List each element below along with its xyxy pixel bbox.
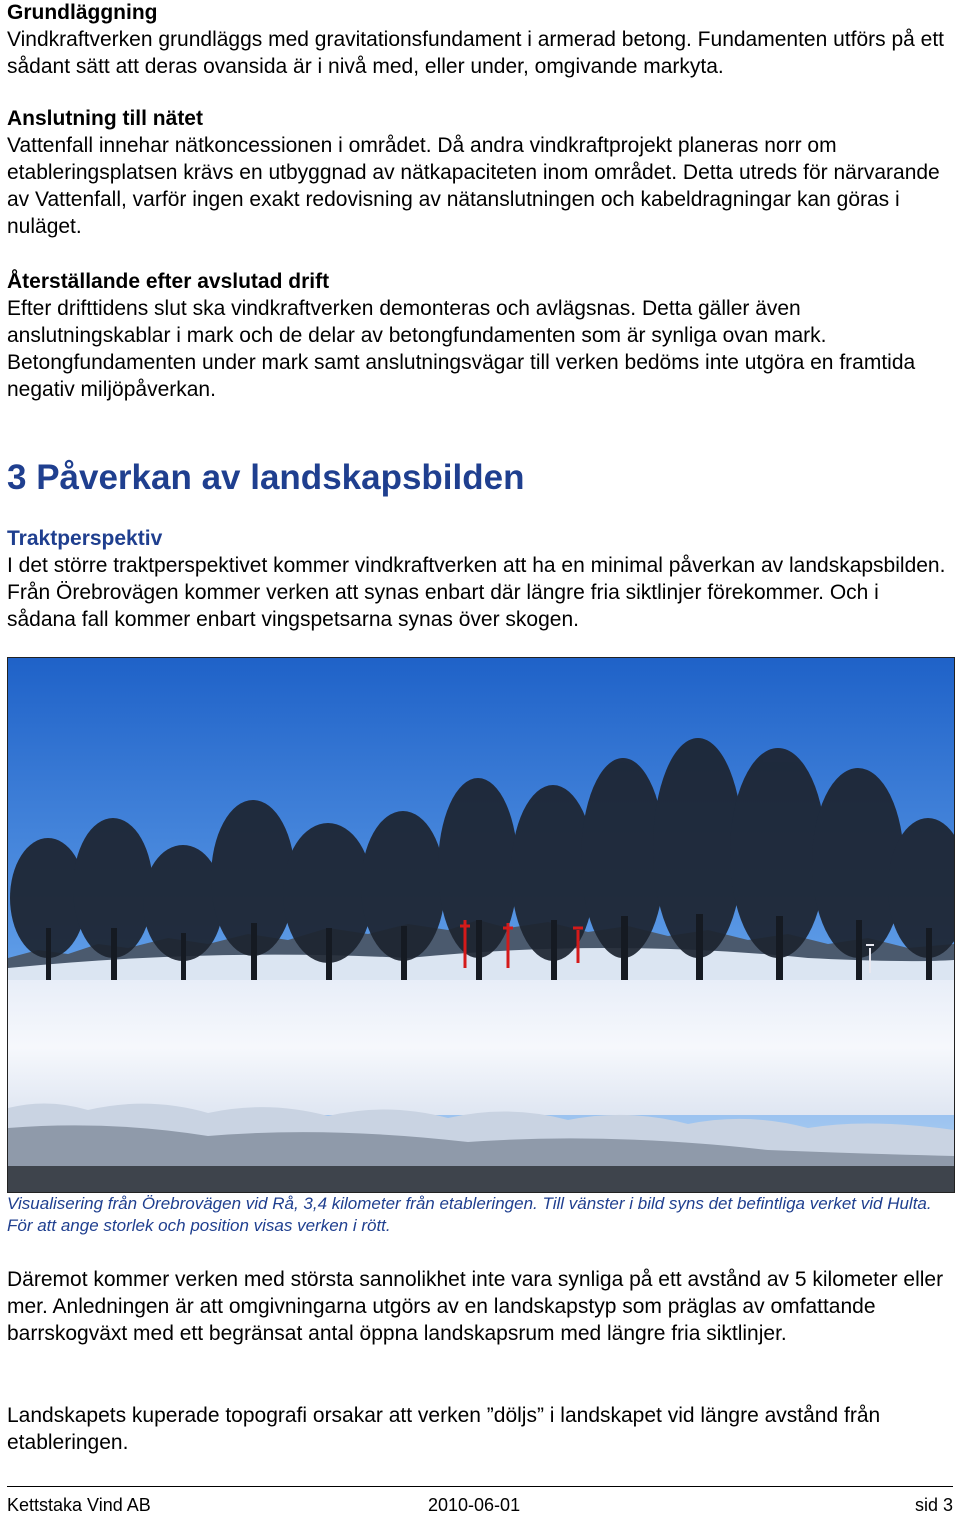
paragraph-topografi: Landskapets kuperade topografi orsakar att verken ”döljs” i landskapet vid längre avstånd från etableringen. [7,1404,881,1454]
paragraph-traktperspektiv: I det större traktperspektivet kommer vindkraftverken att ha en minimal påverkan av landskapsbilden. Från Örebrovägen kommer verken att synas enbart där längre fria siktlinjer förekommer. Och i sådana fall kommer enbart vingspetsarna synas över skogen. [7,554,946,631]
heading-grundlaggning: Grundläggning [7,1,158,24]
footer-divider [7,1486,953,1487]
heading-anslutning: Anslutning till nätet [7,107,203,130]
winter-landscape-image [8,658,954,1192]
section-after-figure-1 [7,1266,947,1347]
paragraph-avstand: Däremot kommer verken med största sannolikhet inte vara synliga på ett avstånd av 5 kilometer eller mer. Anledningen är att omgivningarna utgörs av en landskapstyp som präglas av omfattande barrskogväxt med ett begränsat antal öppna landskapsrum med längre fria siktlinjer. [7,1268,944,1345]
footer-company: Kettstaka Vind AB [7,1495,151,1515]
section-grundlaggning [7,0,947,80]
heading-aterstallande: Återställande efter avslutad drift [7,270,330,293]
footer-page-number: sid 3 [914,1495,953,1515]
section-after-figure-2 [7,1402,947,1456]
road [8,1166,954,1192]
snow-field [8,980,954,1115]
paragraph-grundlaggning: Vindkraftverken grundläggs med gravitationsfundament i armerad betong. Fundamenten utförs på ett sådant sätt att deras ovansida är i nivå med, eller under, omgivande markyta. [7,28,945,78]
subheading-traktperspektiv: Traktperspektiv [7,527,163,550]
visualization-photo [7,657,955,1193]
paragraph-aterstallande: Efter drifttidens slut ska vindkraftverken demonteras och avlägsnas. Detta gäller även anslutningskablar i mark och de delar av betongfundamenten som är synliga ovan mark. Betongfundamenten under mark samt anslutningsvägar till verken bedöms inte utgöra en framtida negativ miljöpåverkan. [7,297,916,401]
section-aterstallande [7,269,947,403]
figure-caption: Visualisering från Örebrovägen vid Rå, 3,4 kilometer från etableringen. Till vänster i bild syns det befintliga verket vid Hulta. För att ange storlek och position visas verken i rött. [7,1194,932,1235]
paragraph-anslutning: Vattenfall innehar nätkoncessionen i området. Då andra vindkraftprojekt planeras norr om etableringsplatsen krävs en utbyggnad av nätkapaciteten inom området. Detta utreds för närvarande av Vattenfall, varför ingen exakt redovisning av nätanslutningen och kabeldragningar kan göras i nuläget. [7,134,940,238]
footer-date: 2010-06-01 [428,1495,521,1515]
section-traktperspektiv [7,526,947,633]
section-anslutning [7,106,947,240]
chapter-title: 3 Påverkan av landskapsbilden [7,458,525,497]
